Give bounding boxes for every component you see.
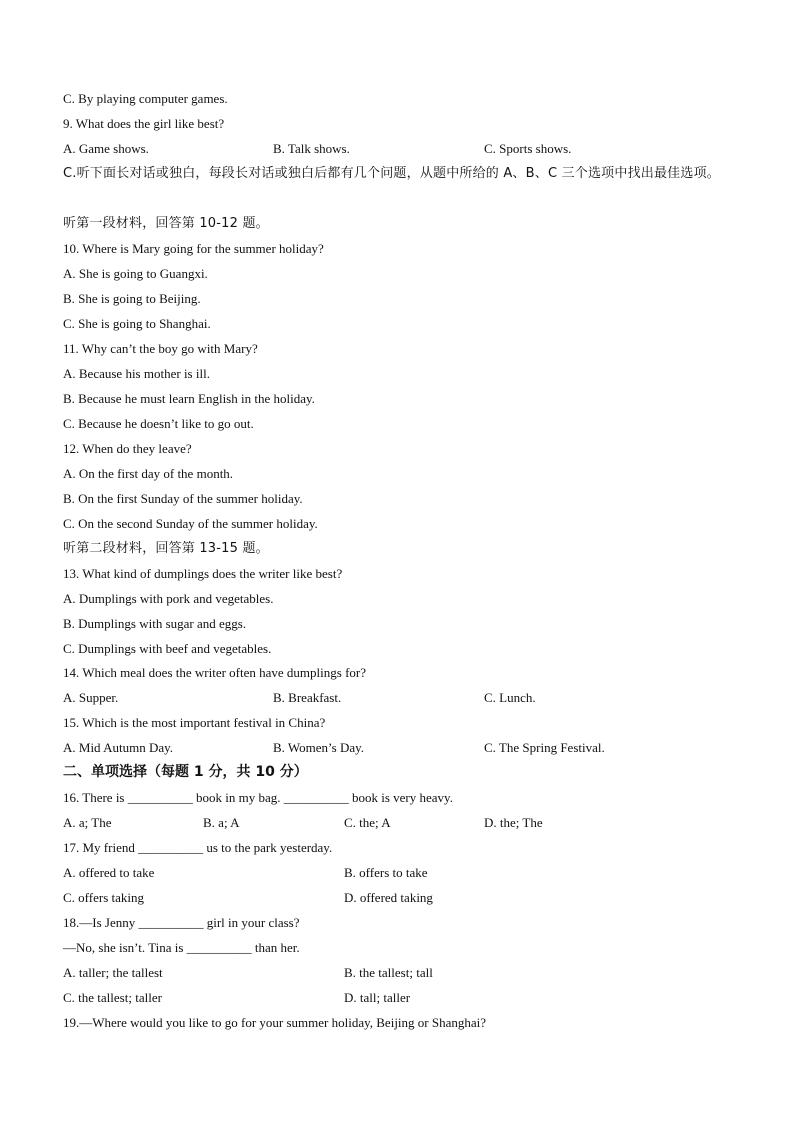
q15-option-a: A. Mid Autumn Day. [63, 740, 174, 755]
question-18-response: —No, she isn’t. Tina is __________ than her. [63, 940, 300, 955]
question-18: 18.—Is Jenny __________ girl in your class? [63, 915, 300, 930]
q16-option-a: A. a; The [63, 815, 112, 830]
q16-option-c: C. the; A [344, 815, 391, 830]
q14-option-c: C. Lunch. [484, 690, 536, 705]
section-2-heading: 二、单项选择（每题 1 分，共 10 分） [63, 764, 308, 780]
q10-option-c: C. She is going to Shanghai. [63, 316, 211, 331]
question-19: 19.—Where would you like to go for your summer holiday, Beijing or Shanghai? [63, 1015, 487, 1030]
q18-option-b: B. the tallest; tall [344, 965, 433, 980]
question-14: 14. Which meal does the writer often have dumplings for? [63, 665, 367, 680]
q13-option-c: C. Dumplings with beef and vegetables. [63, 641, 272, 656]
q9-option-c: C. Sports shows. [484, 141, 572, 156]
question-17-options-row2 [63, 885, 743, 910]
q12-option-a: A. On the first day of the month. [63, 466, 234, 481]
part-2-heading: 听第二段材料，回答第 13-15 题。 [63, 541, 269, 556]
q10-option-a: A. She is going to Guangxi. [63, 266, 208, 281]
question-9-options [63, 136, 743, 161]
q15-option-c: C. The Spring Festival. [484, 740, 605, 755]
section-c-instructions: C.听下面长对话或独白，每段长对话或独白后都有几个问题，从题中所给的 A、B、C 三个选项中找出最佳选项。 [63, 166, 720, 181]
question-18-options-row2 [63, 985, 743, 1010]
question-15: 15. Which is the most important festival in China? [63, 715, 326, 730]
q15-option-b: B. Women’s Day. [273, 740, 365, 755]
q12-option-c: C. On the second Sunday of the summer holiday. [63, 516, 318, 531]
q10-option-b: B. She is going to Beijing. [63, 291, 201, 306]
q9-option-a: A. Game shows. [63, 141, 149, 156]
q14-option-a: A. Supper. [63, 690, 119, 705]
q16-option-d: D. the; The [484, 815, 543, 830]
q14-option-b: B. Breakfast. [273, 690, 342, 705]
question-13: 13. What kind of dumplings does the writer like best? [63, 566, 343, 581]
q17-option-b: B. offers to take [344, 865, 428, 880]
q13-option-a: A. Dumplings with pork and vegetables. [63, 591, 274, 606]
q9-option-b: B. Talk shows. [273, 141, 350, 156]
question-9: 9. What does the girl like best? [63, 116, 225, 131]
question-10: 10. Where is Mary going for the summer holiday? [63, 241, 324, 256]
question-15-options [63, 735, 743, 760]
part-1-heading: 听第一段材料，回答第 10-12 题。 [63, 216, 269, 231]
q17-option-d: D. offered taking [344, 890, 433, 905]
q13-option-b: B. Dumplings with sugar and eggs. [63, 616, 247, 631]
q18-option-d: D. tall; taller [344, 990, 411, 1005]
q17-option-a: A. offered to take [63, 865, 155, 880]
question-11: 11. Why can’t the boy go with Mary? [63, 341, 258, 356]
q11-option-c: C. Because he doesn’t like to go out. [63, 416, 254, 431]
q12-option-b: B. On the first Sunday of the summer holiday. [63, 491, 303, 506]
question-16: 16. There is __________ book in my bag. __________ book is very heavy. [63, 790, 453, 805]
question-14-options [63, 685, 743, 710]
q18-option-c: C. the tallest; taller [63, 990, 162, 1005]
question-18-options-row1 [63, 960, 743, 985]
q16-option-b: B. a; A [203, 815, 240, 830]
q18-option-a: A. taller; the tallest [63, 965, 163, 980]
q17-option-c: C. offers taking [63, 890, 144, 905]
q11-option-b: B. Because he must learn English in the holiday. [63, 391, 315, 406]
question-16-options [63, 810, 743, 835]
question-17-options-row1 [63, 860, 743, 885]
q8-option-c: C. By playing computer games. [63, 91, 228, 106]
q11-option-a: A. Because his mother is ill. [63, 366, 210, 381]
question-12: 12. When do they leave? [63, 441, 192, 456]
question-17: 17. My friend __________ us to the park yesterday. [63, 840, 333, 855]
